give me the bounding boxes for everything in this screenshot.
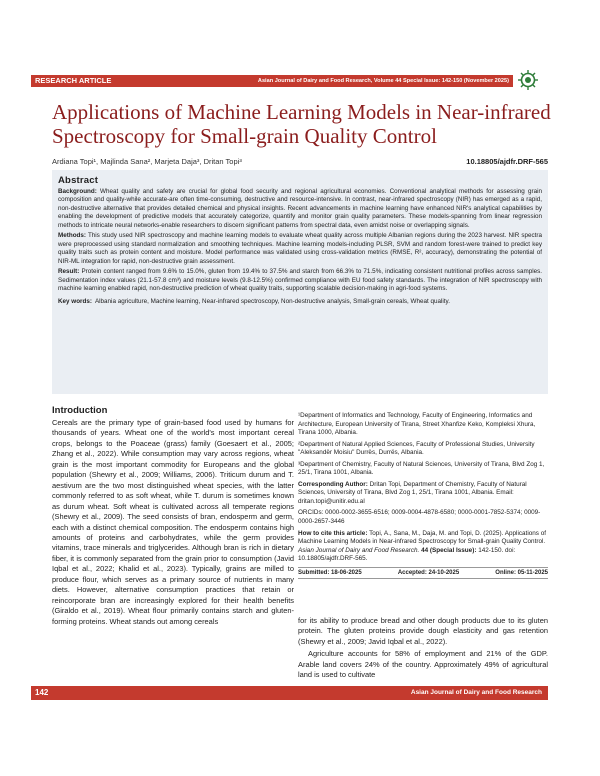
result-label: Result:	[58, 268, 80, 276]
paragraph-agriculture: Agriculture accounts for 58% of employment and 21% of the GDP. Arable land covers 24% of the country. Approximately 49% of agricultural land is used to cultivate	[298, 649, 548, 680]
result-text: Protein content ranged from 9.6% to 15.0%, gluten from 19.4% to 37.5% and starch from 66.3% to 71.5%, indicating consistent nutritional profiles across samples. Sedimentation index values (21.1-57.8 cm³) and moisture levels (9.8-12.5%) confirmed compliance with EU food safety standards. The integration of NIR spectroscopy with machine learning enabled rapid, non-destructive prediction of wheat quality traits, supporting scalable decision-making in agri-food systems.	[58, 268, 543, 292]
cite-text: Topi, A., Sana, M., Daja, M. and Topi, D. (2025). Applications of Machine Learning Models in Near-infrared Spectroscopy for Small-grain Quality Control.	[298, 529, 547, 546]
footer-bar	[31, 686, 548, 700]
keywords	[58, 298, 542, 306]
article-title: Applications of Machine Learning Models in Near-infrared Spectroscopy for Small-grain Quality Control	[52, 100, 551, 148]
accepted-date: Accepted: 24-10-2025	[397, 569, 460, 576]
article-dates	[298, 567, 548, 580]
methods-text: This study used NIR spectroscopy and machine learning models to evaluate wheat quality across multiple Albanian regions during the 2023 harvest. NIR spectra were preprocessed using standard normalization and smoothing techniques. Machine learning models-including PLSR, SVM and random forest-were trained to predict key quality traits such as protein content and moisture. Model performance was validated using cross-validation metrics (RMSE, R², accuracy), demonstrating the potential of NIR-ML integration for rapid, non-destructive grain assessment.	[58, 232, 542, 265]
affiliation-2: ²Department of Natural Applied Sciences, Faculty of Professional Studies, University "Aleksandër Moisiu" Durrës, Durrës, Albania.	[298, 440, 535, 457]
corr-text: Dritan Topi, Department of Chemistry, Faculty of Natural Sciences, University of Tirana, Blvd Zog 1, 25/1, Tirana 1001, Albania. Email: dritan.topi@unitir.edu.al	[298, 480, 527, 505]
footer-journal: Asian Journal of Dairy and Food Research	[410, 689, 542, 696]
methods-label: Methods:	[58, 232, 86, 240]
cite-label: How to cite this article:	[298, 529, 368, 537]
keywords-text: Albania agriculture, Machine learning, Near-infrared spectroscopy, Non-destructive analysis, Small-grain cereals, Wheat quality.	[94, 298, 450, 306]
keywords-label: Key words:	[58, 298, 92, 306]
orcid-list: ORCIDs: 0000-0002-3655-6516; 0009-0004-4878-6580; 0000-0001-7852-5374; 0009-0000-2657-3446	[298, 509, 541, 526]
affiliations	[298, 412, 548, 579]
article-type: RESEARCH ARTICLE	[35, 76, 112, 85]
abstract-heading: Abstract	[58, 175, 99, 186]
affiliation-1: ¹Department of Informatics and Technology, Faculty of Engineering, Informatics and Architecture, European University of Tirana, Street Xhanfize Keko, Kompleksi Xhura, Tirana 1000, Albania.	[298, 412, 536, 437]
header-bar	[31, 75, 513, 87]
cite-journal: Asian Journal of Dairy and Food Research.	[298, 546, 420, 554]
page-number: 142	[35, 688, 49, 697]
abstract-result	[58, 268, 542, 293]
citation	[298, 530, 548, 564]
author-list: Ardiana Topi¹, Majlinda Sana², Marjeta Daja³, Dritan Topi³	[52, 157, 242, 166]
background-text: Wheat quality and safety are crucial for global food security and regional agricultural economies. Conventional analytical methods for assessing grain composition and quality-while accurate-are often time-consuming, destructive and resource-intensive. In contrast, near-infrared spectroscopy (NIR) has emerged as a rapid, non-destructive alternative that provides detailed chemical and physical insights. Recent advancements in machine learning have enhanced NIR's analytical capabilities by enabling the development of predictive models that accurately categorize, quantify and monitor grain quality parameters. These models-spanning from linear regression methods to intricate neural networks-enable researchers to discern significant patterns from spectral data, even amidst noise or overlapping signals.	[58, 188, 542, 229]
abstract-methods	[58, 232, 542, 266]
affiliation-3: ³Department of Chemistry, Faculty of Natural Sciences, University of Tirana, Blvd Zog 1, 25/1, Tirana 1001, Albania.	[298, 460, 545, 477]
background-label: Background:	[58, 188, 97, 195]
abstract-background	[58, 188, 542, 230]
paragraph-gluten: for its ability to produce bread and other dough products due to its gluten protein. The gluten proteins provide dough elasticity and gas retention (Shewry et al., 2009; Javid Iqbal et al., 2022).	[298, 616, 548, 646]
corr-label: Corresponding Author:	[298, 480, 368, 488]
abstract-box	[52, 170, 548, 394]
journal-issue: Asian Journal of Dairy and Food Research, Volume 44 Special Issue: 142-150 (November 2025)	[257, 78, 509, 84]
online-date: Online: 05-11-2025	[495, 569, 548, 576]
introduction-text: Cereals are the primary type of grain-based food used by humans for thousands of years. Wheat one of the world's most important cereal crops, belongs to the Poaceae (grass) family (Goesaert et al., 2005; Zhang et al., 2022). While consumption may vary across regions, wheat grain is the most important commodity for Europeans and the global population (Shewry et al., 2009; Williams, 2006). Triticum durum and T. aestivum are the two most distinguished wheat species, with the latter commonly referred to as soft wheat, while T. durum is sometimes known as durum wheat. Soft wheat is cultivated across all temperate regions (Shewry et al., 2009). The seed consists of bran, endosperm and germ, each with a distinct chemical composition. The endosperm contains high amounts of proteins and carbohydrates, while the germ provides vitamins, trace minerals and triglycerides. Although bran is rich in dietary fiber, it is commonly separated from the grain prior to consumption (Javid Iqbal et al., 2022; Khalid et al., 2023). Typically, grains are milled to produce flour, which serves as a primary source of nutrients in many diets. However, alternative consumption practices that retain or reincorporate bran are increasingly explored for their health benefits (Giraldo et al., 2019). Wheat flour primarily contains starch and gluten-forming proteins. Wheat stands out among cereals	[52, 418, 294, 626]
cite-issue: 44 (Special Issue):	[421, 546, 477, 554]
journal-logo-icon	[516, 69, 540, 91]
introduction-heading: Introduction	[52, 405, 108, 416]
body-column-right	[298, 616, 548, 683]
cite-end: 142-150. doi: 10.18805/ajdfr.DRF-565.	[298, 546, 516, 563]
article-doi: 10.18805/ajdfr.DRF-565	[466, 157, 548, 166]
submitted-date: Submitted: 18-06-2025	[298, 569, 362, 576]
corresponding-author	[298, 481, 548, 507]
